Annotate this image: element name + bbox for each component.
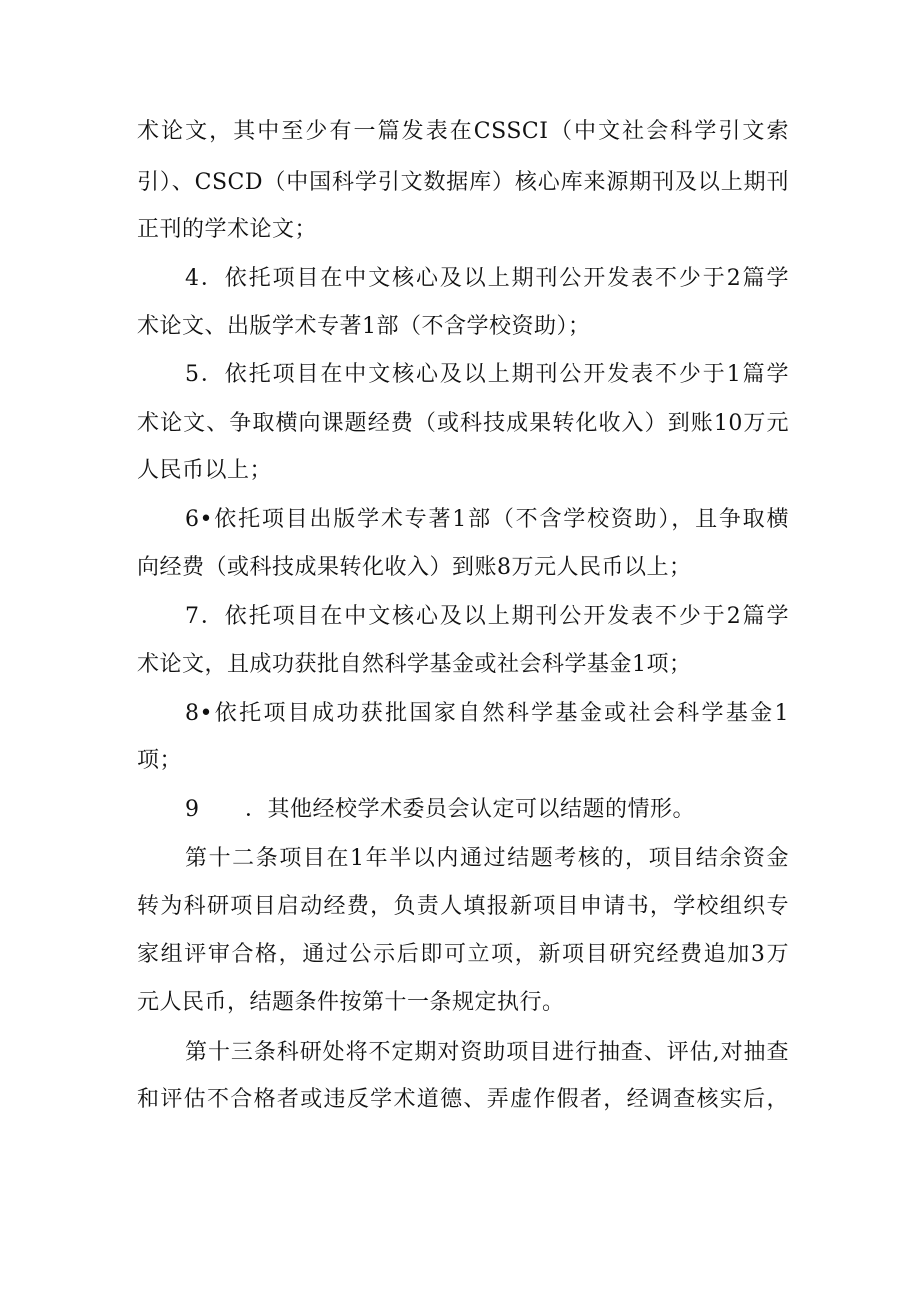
text-line: 术论文，其中至少有一篇发表在CSSCI（中文社会科学引文索 bbox=[137, 119, 789, 144]
text-line: 第十三条科研处将不定期对资助项目进行抽查、评估,对抽查 bbox=[185, 1040, 789, 1065]
text-line: 正刊的学术论文； bbox=[137, 217, 318, 242]
text-line: 第十二条项目在1年半以内通过结题考核的，项目结余资金 bbox=[185, 846, 789, 871]
text-line: 人民币以上； bbox=[137, 458, 273, 483]
text-line: 引）、CSCD（中国科学引文数据库）核心库来源期刊及以上期刊 bbox=[137, 170, 789, 195]
text-line: 家组评审合格，通过公示后即可立项，新项目研究经费追加3万 bbox=[137, 942, 789, 967]
text-line: 转为科研项目启动经费，负责人填报新项目申请书，学校组织专 bbox=[137, 894, 789, 919]
text-line: 向经费（或科技成果转化收入）到账8万元人民币以上； bbox=[137, 555, 692, 580]
list-number: 9 bbox=[185, 797, 200, 822]
text-line: 术论文，且成功获批自然科学基金或社会科学基金1项； bbox=[137, 652, 692, 677]
text-line: ．其他经校学术委员会认定可以结题的情形。 bbox=[245, 797, 696, 822]
text-line: 术论文、争取横向课题经费（或科技成果转化收入）到账10万元 bbox=[137, 411, 789, 436]
text-line: 6•依托项目出版学术专著1部（不含学校资助），且争取横 bbox=[185, 507, 789, 532]
text-line: 和评估不合格者或违反学术道德、弄虚作假者，经调查核实后， bbox=[137, 1087, 789, 1112]
text-line: 项； bbox=[137, 748, 183, 773]
text-line: 术论文、出版学术专著1部（不含学校资助）； bbox=[137, 314, 591, 339]
text-line: 7．依托项目在中文核心及以上期刊公开发表不少于2篇学 bbox=[185, 604, 789, 629]
text-line: 元人民币，结题条件按第十一条规定执行。 bbox=[137, 990, 565, 1015]
text-line: 8•依托项目成功获批国家自然科学基金或社会科学基金1 bbox=[185, 701, 789, 726]
text-line: 4．依托项目在中文核心及以上期刊公开发表不少于2篇学 bbox=[185, 266, 789, 291]
text-line: 5．依托项目在中文核心及以上期刊公开发表不少于1篇学 bbox=[185, 362, 789, 387]
